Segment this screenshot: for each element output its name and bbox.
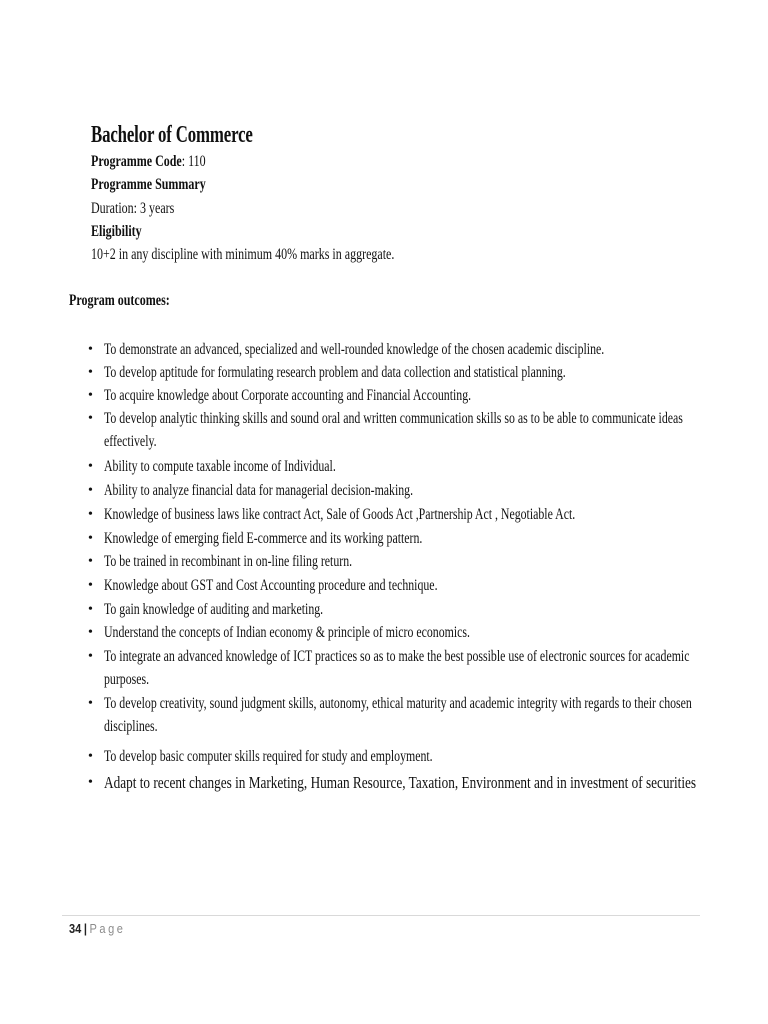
footer-divider xyxy=(62,915,700,916)
list-item xyxy=(88,692,768,738)
list-item xyxy=(88,621,599,644)
list-item xyxy=(88,527,534,550)
list-item xyxy=(88,361,728,384)
list-item xyxy=(88,574,555,597)
list-item-continuation: effectively. xyxy=(104,433,157,450)
bullet-icon: • xyxy=(88,625,93,640)
list-item-text: To gain knowledge of auditing and marketing. xyxy=(104,601,324,618)
bullet-icon: • xyxy=(88,411,93,426)
list-item xyxy=(88,384,600,407)
bullet-icon: • xyxy=(88,578,93,593)
list-item-text: Ability to analyze financial data for managerial decision-making. xyxy=(104,482,414,499)
list-item xyxy=(88,550,439,573)
list-item-text: Knowledge of emerging field E-commerce and its working pattern. xyxy=(104,530,423,547)
page-word: Page xyxy=(89,921,126,936)
bullet-icon: • xyxy=(88,531,93,546)
list-item xyxy=(88,338,768,361)
footer-separator: | xyxy=(83,921,87,936)
bullet-icon: • xyxy=(88,507,93,522)
programme-code-value: : 110 xyxy=(181,153,206,170)
list-item-text: Ability to compute taxable income of Individual. xyxy=(104,458,336,475)
bullet-icon: • xyxy=(88,649,93,664)
page-number: 34 xyxy=(69,921,82,936)
list-item xyxy=(88,455,417,478)
bullet-icon: • xyxy=(88,775,93,790)
list-item-text: To develop creativity, sound judgment skills, autonomy, ethical maturity and academic integrity with regards to their chosen xyxy=(104,695,692,712)
list-item xyxy=(88,598,400,621)
list-item xyxy=(88,771,768,795)
list-item-text: To develop aptitude for formulating research problem and data collection and statistical planning. xyxy=(104,364,566,381)
bullet-icon: • xyxy=(88,342,93,357)
list-item xyxy=(88,745,548,768)
eligibility-label: Eligibility xyxy=(91,223,142,240)
list-item-text: Adapt to recent changes in Marketing, Human Resource, Taxation, Environment and in investment of securities xyxy=(104,773,697,792)
list-item xyxy=(88,503,741,526)
programme-code-label: Programme Code xyxy=(91,153,182,170)
list-item xyxy=(88,407,768,453)
list-item-text: To demonstrate an advanced, specialized and well-rounded knowledge of the chosen academic discipline. xyxy=(104,341,605,358)
bullet-icon: • xyxy=(88,388,93,403)
list-item-text: To develop analytic thinking skills and sound oral and written communication skills so as to be able to communicate ideas xyxy=(104,410,683,427)
bullet-icon: • xyxy=(88,483,93,498)
bullet-icon: • xyxy=(88,365,93,380)
list-item-text: Understand the concepts of Indian economy & principle of micro economics. xyxy=(104,624,470,641)
bullet-icon: • xyxy=(88,602,93,617)
bullet-icon: • xyxy=(88,749,93,764)
programme-summary-label: Programme Summary xyxy=(91,176,206,193)
list-item-text: To integrate an advanced knowledge of ICT practices so as to make the best possible use of electronic sources for academic xyxy=(104,648,690,665)
list-item-text: To acquire knowledge about Corporate accounting and Financial Accounting. xyxy=(104,387,472,404)
bullet-icon: • xyxy=(88,459,93,474)
bullet-icon: • xyxy=(88,554,93,569)
list-item-text: To develop basic computer skills required for study and employment. xyxy=(104,748,433,765)
programme-code xyxy=(91,153,206,171)
page-title: Bachelor of Commerce xyxy=(91,122,253,148)
list-item-text: Knowledge about GST and Cost Accounting procedure and technique. xyxy=(104,577,438,594)
outcomes-heading: Program outcomes: xyxy=(69,292,170,309)
bullet-icon: • xyxy=(88,696,93,711)
list-item xyxy=(88,645,768,691)
eligibility-text: 10+2 in any discipline with minimum 40% marks in aggregate. xyxy=(91,246,395,263)
list-item-continuation: disciplines. xyxy=(104,718,158,735)
list-item-text: To be trained in recombinant in on-line filing return. xyxy=(104,553,353,570)
list-item-text: Knowledge of business laws like contract Act, Sale of Goods Act ,Partnership Act , Negotiable Act. xyxy=(104,506,576,523)
list-item-continuation: purposes. xyxy=(104,671,150,688)
page-footer xyxy=(69,921,126,936)
list-item xyxy=(88,479,522,502)
duration-text: Duration: 3 years xyxy=(91,200,175,217)
